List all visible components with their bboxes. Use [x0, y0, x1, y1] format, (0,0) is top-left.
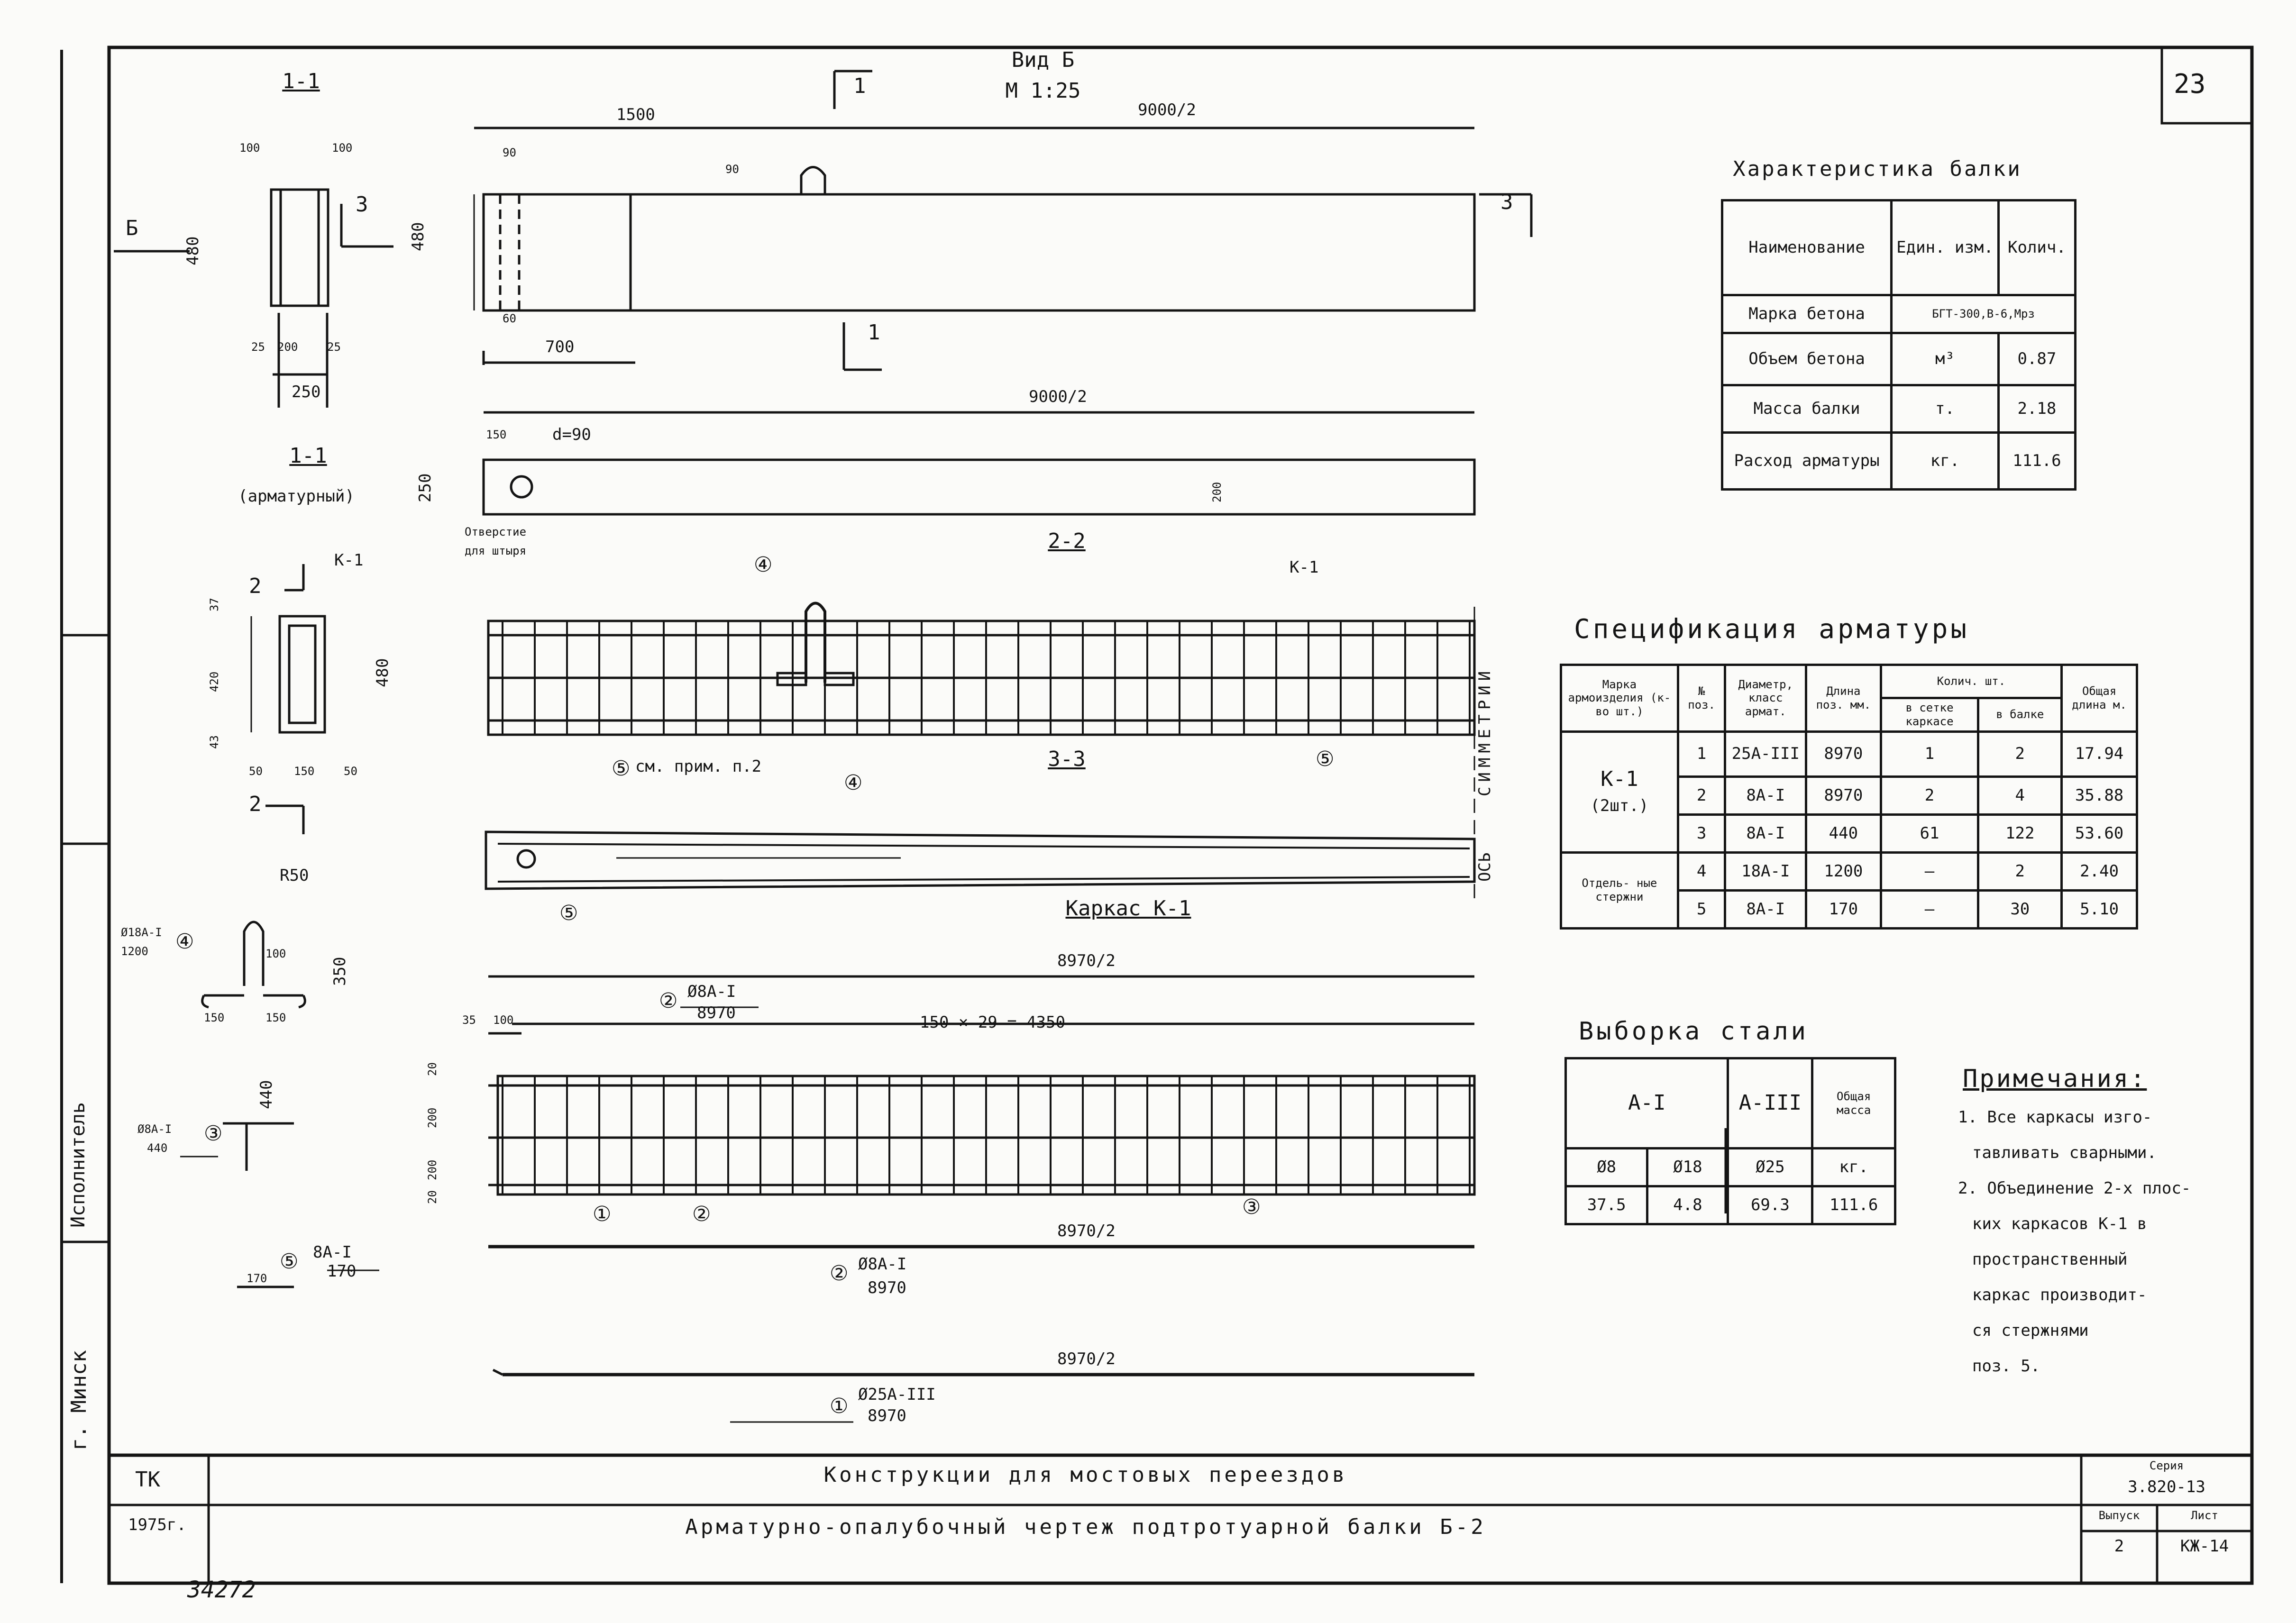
- spec-group-k1: [1561, 731, 1678, 852]
- spec-cell: 2: [1978, 852, 2062, 890]
- steel-unit: кг.: [1812, 1149, 1895, 1186]
- pos-2-top-callout: ②: [659, 989, 678, 1013]
- pos-5-callout: ⑤: [280, 1249, 299, 1274]
- char-row-unit: БГТ-300,В-6,Мрз: [1892, 295, 2076, 333]
- spec-cell: 8А-I: [1725, 814, 1806, 852]
- rebar-3-len: 440: [147, 1141, 168, 1155]
- title-sub: Арматурно-опалубочный чертеж подтротуарной балки Б-2: [685, 1515, 1486, 1539]
- dim-200-plan: 200: [1210, 482, 1224, 502]
- cut-1-bottom: 1: [868, 320, 880, 345]
- dim-8970-bot: 8970/2: [1057, 1349, 1116, 1368]
- cut-2-bottom: 2: [249, 792, 262, 816]
- rebar-1-len: 8970: [868, 1406, 906, 1425]
- dim-150-foot-l: 150: [204, 1011, 225, 1024]
- spec-h-in-frame: в сетке каркасе: [1881, 698, 1978, 732]
- char-table-title: Характеристика балки: [1733, 157, 2022, 181]
- sheet-code: КЖ-14: [2180, 1537, 2229, 1556]
- rebar-3: Ø8А-I: [137, 1122, 172, 1136]
- spec-cell: 5: [1678, 890, 1725, 928]
- dim-150-plan: 150: [486, 428, 507, 441]
- spec-cell: 170: [1806, 890, 1881, 928]
- dim-8970-top: 8970/2: [1057, 951, 1116, 970]
- note-line: каркас производит-: [1972, 1286, 2147, 1304]
- spec-cell: 61: [1881, 814, 1978, 852]
- section-1-1-rebar-title: 1-1: [289, 444, 327, 468]
- note-line: поз. 5.: [1972, 1357, 2040, 1376]
- dim-d90: d=90: [552, 425, 591, 444]
- dim-440: 440: [257, 1080, 276, 1109]
- pos-2-bot-callout: ②: [830, 1261, 849, 1286]
- steel-v25: 69.3: [1728, 1186, 1812, 1224]
- pos-5-c: ⑤: [559, 901, 578, 925]
- char-row-name: Расход арматуры: [1722, 433, 1892, 490]
- dim-90-loop: 90: [725, 163, 739, 176]
- frame-callout-k1-sec: К-1: [334, 551, 364, 570]
- spec-cell: 2: [1678, 776, 1725, 814]
- rebar-2-bot-len: 8970: [868, 1278, 906, 1297]
- spec-h-mark: Марка армоизделия (к-во шт.): [1561, 665, 1678, 732]
- spec-group-separate: Отдель- ные стержни: [1561, 852, 1678, 928]
- spec-cell: 17.94: [2062, 731, 2137, 776]
- view-b-scale: М 1:25: [1005, 79, 1081, 103]
- dim-150-rebar: 150: [294, 765, 315, 778]
- sheet-number: 23: [2174, 69, 2206, 100]
- title-main: Конструкции для мостовых переездов: [823, 1463, 1348, 1487]
- char-header-qty: Колич.: [1998, 201, 2075, 295]
- spec-cell: 25А-III: [1725, 731, 1806, 776]
- dim-60: 60: [503, 312, 516, 325]
- note-line: 1. Все каркасы изго-: [1958, 1108, 2152, 1127]
- steel-h-total: Общая масса: [1812, 1058, 1895, 1149]
- spec-cell: 8970: [1806, 731, 1881, 776]
- dim-1500: 1500: [616, 105, 655, 124]
- spec-cell: 8А-I: [1725, 776, 1806, 814]
- frame-k1-title: Каркас К-1: [1065, 896, 1191, 921]
- spec-group-k1-count: (2шт.): [1590, 796, 1649, 815]
- beam-plan: [484, 460, 1474, 514]
- rebar-5-len: 170: [327, 1262, 357, 1281]
- dim-250-sec: 250: [292, 383, 321, 401]
- spec-cell: 2.40: [2062, 852, 2137, 890]
- char-row-unit: м³: [1892, 333, 1999, 385]
- dim-480-sec: 480: [183, 236, 202, 265]
- steel-table-title: Выборка стали: [1579, 1017, 1809, 1046]
- dim-37: 37: [208, 598, 221, 611]
- symmetry-label: СИММЕТРИИ: [1475, 666, 1494, 796]
- rebar-2-bot: Ø8А-I: [858, 1255, 907, 1274]
- spec-cell: 4: [1678, 852, 1725, 890]
- dim-25-r: 25: [327, 340, 341, 354]
- spec-cell: 5.10: [2062, 890, 2137, 928]
- dim-700: 700: [545, 337, 575, 356]
- char-row-qty: 111.6: [1998, 433, 2075, 490]
- view-arrow-b: Б: [126, 216, 138, 240]
- dim-35: 35: [462, 1013, 476, 1027]
- steel-vtotal: 111.6: [1812, 1186, 1895, 1224]
- sheet-label: Лист: [2191, 1509, 2218, 1522]
- rebar-4: Ø18А-I: [121, 926, 162, 939]
- section-1-1-title: 1-1: [282, 69, 320, 93]
- steel-table: [1564, 1057, 1896, 1225]
- radius-50: R50: [280, 866, 309, 885]
- dim-9000-mid: 9000/2: [1029, 387, 1087, 406]
- pin-hole: [511, 476, 532, 497]
- spec-cell: 53.60: [2062, 814, 2137, 852]
- spec-h-in-beam: в балке: [1978, 698, 2062, 732]
- pos-5-b: ⑤: [1316, 747, 1335, 771]
- pos-1-callout: ①: [830, 1394, 849, 1418]
- spec-cell: 35.88: [2062, 776, 2137, 814]
- issue-value: 2: [2114, 1537, 2124, 1556]
- rebar-2-top: Ø8А-I: [687, 982, 736, 1001]
- city-label: г. Минск: [67, 1350, 91, 1450]
- cut-3-left: 3: [356, 192, 368, 217]
- dim-20-bot: 20: [426, 1190, 439, 1204]
- rebar-4-len: 1200: [121, 945, 148, 958]
- cut-2-top: 2: [249, 574, 262, 598]
- dim-90: 90: [503, 146, 516, 159]
- dim-200-k2: 200: [426, 1159, 439, 1180]
- char-row-qty: 0.87: [1998, 333, 2075, 385]
- char-row-unit: кг.: [1892, 433, 1999, 490]
- dim-350: 350: [330, 957, 349, 986]
- rebar-1: Ø25А-III: [858, 1385, 936, 1404]
- steel-d25: Ø25: [1728, 1149, 1812, 1186]
- rebar-5: 8А-I: [313, 1243, 352, 1262]
- spec-h-pos: № поз.: [1678, 665, 1725, 732]
- char-header-unit: Един. изм.: [1892, 201, 1999, 295]
- role-label: Исполнитель: [67, 1102, 89, 1228]
- steel-h-a3: А-III: [1728, 1058, 1812, 1149]
- note-line: ся стержнями: [1972, 1321, 2089, 1340]
- pos-3-callout: ③: [204, 1122, 223, 1146]
- spec-table-title: Спецификация арматуры: [1574, 614, 1970, 645]
- axis-label: ОСЬ: [1475, 852, 1494, 882]
- spec-cell: 1: [1881, 731, 1978, 776]
- dim-50-l: 50: [249, 765, 263, 778]
- dim-100-r: 100: [332, 141, 353, 155]
- note-line: 2. Объединение 2-х плос-: [1958, 1179, 2191, 1198]
- pos-5-a: ⑤: [612, 757, 631, 781]
- note-line: ких каркасов К-1 в: [1972, 1214, 2147, 1233]
- see-note: см. прим. п.2: [635, 757, 762, 776]
- view-b-title: Вид Б: [1011, 48, 1075, 72]
- spec-h-count: Колич. шт.: [1881, 665, 2062, 698]
- dim-50-r: 50: [344, 765, 357, 778]
- spec-cell: 1: [1678, 731, 1725, 776]
- loop-2-2: [806, 603, 825, 683]
- archive-stamp: 34272: [187, 1577, 256, 1603]
- steel-h-a1: А-I: [1566, 1058, 1728, 1149]
- char-table: [1721, 199, 2076, 491]
- spec-cell: 122: [1978, 814, 2062, 852]
- notes-title: Примечания:: [1963, 1065, 2147, 1093]
- spec-group-k1-mark: К-1: [1601, 766, 1638, 791]
- dim-25-l: 25: [251, 340, 265, 354]
- issue-label: Выпуск: [2098, 1509, 2140, 1522]
- steel-d8: Ø8: [1566, 1149, 1647, 1186]
- spec-cell: 3: [1678, 814, 1725, 852]
- dim-250-plan: 250: [416, 473, 435, 502]
- beam-elevation: [484, 194, 1474, 310]
- cut-3-right: 3: [1500, 190, 1513, 214]
- section-1-1-rebar-outline: [280, 616, 325, 732]
- dim-100-loop: 100: [265, 947, 286, 960]
- dim-9000-top: 9000/2: [1138, 100, 1196, 119]
- steel-v18: 4.8: [1647, 1186, 1728, 1224]
- dim-200-k1: 200: [426, 1107, 439, 1128]
- dim-480-rebar: 480: [373, 658, 392, 687]
- spec-cell: 4: [1978, 776, 2062, 814]
- stirrups-k1: [503, 1076, 1470, 1194]
- spec-cell: —: [1881, 890, 1978, 928]
- spec-cell: —: [1881, 852, 1978, 890]
- dim-150-foot-r: 150: [265, 1011, 286, 1024]
- spec-h-len: Длина поз. мм.: [1806, 665, 1881, 732]
- lifting-loop: [801, 167, 825, 195]
- spec-cell: 440: [1806, 814, 1881, 852]
- spec-h-diam: Диаметр, класс армат.: [1725, 665, 1806, 732]
- char-header-name: Наименование: [1722, 201, 1892, 295]
- dim-200-sec: 200: [277, 340, 298, 354]
- spec-cell: 2: [1978, 731, 2062, 776]
- series-value: 3.820-13: [2128, 1477, 2205, 1496]
- dim-100-k: 100: [493, 1013, 514, 1027]
- cut-1-top: 1: [853, 74, 866, 98]
- spec-cell: 1200: [1806, 852, 1881, 890]
- rebar-2-top-len: 8970: [697, 1003, 736, 1022]
- pos-4-mid: ④: [844, 771, 863, 795]
- pos-4-top: ④: [754, 553, 773, 577]
- spec-cell: 8970: [1806, 776, 1881, 814]
- pos-4-callout: ④: [175, 930, 194, 954]
- section-2-2-title: 2-2: [1048, 529, 1086, 553]
- spec-cell: 2: [1881, 776, 1978, 814]
- char-row-name: Масса балки: [1722, 385, 1892, 433]
- char-row-name: Объем бетона: [1722, 333, 1892, 385]
- dim-20-top: 20: [426, 1062, 439, 1076]
- steel-d18: Ø18: [1647, 1149, 1728, 1186]
- spec-cell: 30: [1978, 890, 2062, 928]
- spec-cell: 18А-I: [1725, 852, 1806, 890]
- pos-3-label: ③: [1242, 1195, 1261, 1219]
- dim-8970-mid: 8970/2: [1057, 1222, 1116, 1240]
- dim-4350: 150 × 29 = 4350: [920, 1013, 1066, 1032]
- year: 1975г.: [128, 1515, 186, 1534]
- pos-1-label: ①: [593, 1202, 612, 1226]
- dim-420: 420: [208, 671, 221, 692]
- spec-cell: 8А-I: [1725, 890, 1806, 928]
- org-code: ТК: [135, 1468, 160, 1492]
- dim-480-elev: 480: [409, 222, 428, 251]
- char-row-qty: 2.18: [1998, 385, 2075, 433]
- dim-170: 170: [247, 1272, 267, 1285]
- section-3-3-title: 3-3: [1048, 747, 1086, 771]
- spec-h-total: Общая длина м.: [2062, 665, 2137, 732]
- dim-43: 43: [208, 735, 221, 749]
- series-label: Серия: [2149, 1459, 2184, 1472]
- note-line: тавливать сварными.: [1972, 1143, 2157, 1162]
- pos-2-label: ②: [692, 1202, 711, 1226]
- char-row-unit: т.: [1892, 385, 1999, 433]
- char-row-name: Марка бетона: [1722, 295, 1892, 333]
- dim-100-l: 100: [239, 141, 260, 155]
- frame-callout-k1-22: К-1: [1290, 558, 1319, 577]
- hole-label-2: для штыря: [465, 544, 527, 557]
- section-1-1-rebar-note: (арматурный): [238, 487, 355, 506]
- hole-label: Отверстие: [465, 525, 527, 538]
- u-bar-pos4: [244, 922, 263, 986]
- note-line: пространственный: [1972, 1250, 2128, 1269]
- spec-table: [1560, 664, 2138, 930]
- steel-v8: 37.5: [1566, 1186, 1647, 1224]
